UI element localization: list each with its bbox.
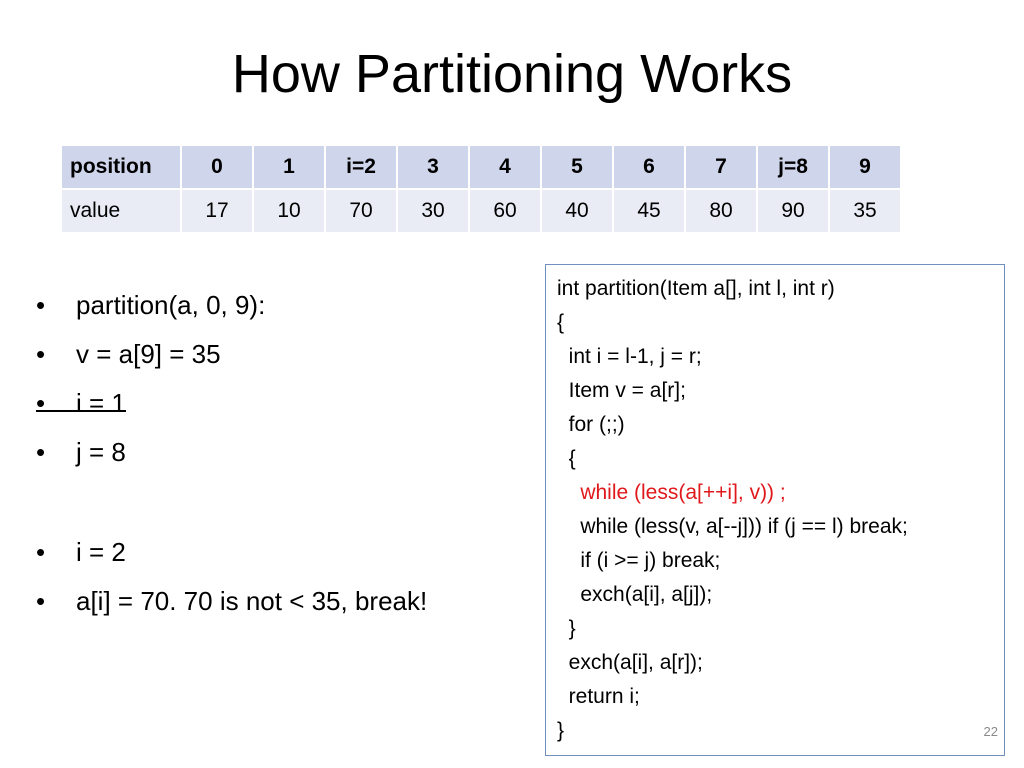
bullet-text: i = 2 — [76, 537, 126, 567]
position-cell: 3 — [397, 145, 469, 189]
code-line: exch(a[i], a[j]); — [557, 583, 713, 606]
bullet-text: v = a[9] = 35 — [76, 339, 221, 369]
bullet-item — [36, 333, 427, 382]
bullet-icon: • — [36, 339, 46, 369]
position-cell: i=2 — [325, 145, 397, 189]
value-cell: 70 — [325, 189, 397, 233]
code-line: } — [557, 719, 565, 742]
code-line: int i = l-1, j = r; — [557, 345, 702, 368]
bullet-text: partition(a, 0, 9): — [76, 290, 266, 320]
code-line: for (;;) — [557, 413, 625, 436]
bullet-item-struck — [36, 382, 427, 431]
code-line: } — [557, 617, 576, 640]
position-cell: 9 — [829, 145, 901, 189]
code-line: { — [557, 311, 565, 334]
value-cell: 17 — [181, 189, 253, 233]
code-box — [545, 264, 1005, 756]
position-cell: 1 — [253, 145, 325, 189]
position-cell: 7 — [685, 145, 757, 189]
code-line: exch(a[i], a[r]); — [557, 651, 703, 674]
value-cell: 60 — [469, 189, 541, 233]
value-row — [61, 189, 901, 233]
code-listing — [557, 273, 908, 749]
value-cell: 90 — [757, 189, 829, 233]
bullet-icon: • — [36, 290, 46, 320]
bullet-text: a[i] = 70. 70 is not < 35, break! — [76, 586, 428, 616]
bullet-icon: • — [36, 437, 46, 467]
bullet-item — [36, 531, 427, 580]
position-header: position — [61, 145, 181, 189]
bullet-item — [36, 284, 427, 333]
value-header: value — [61, 189, 181, 233]
position-cell: 6 — [613, 145, 685, 189]
bullet-icon: • — [36, 388, 46, 418]
position-row — [61, 145, 901, 189]
code-line: while (less(v, a[--j])) if (j == l) break; — [557, 515, 908, 538]
value-cell: 45 — [613, 189, 685, 233]
bullet-text: j = 8 — [76, 437, 126, 467]
page-number: 22 — [983, 724, 998, 739]
value-cell: 35 — [829, 189, 901, 233]
bullet-list — [36, 284, 427, 629]
code-line: Item v = a[r]; — [557, 379, 686, 402]
code-line-highlighted: while (less(a[++i], v)) ; — [557, 481, 786, 504]
bullet-spacer — [36, 481, 427, 531]
value-cell: 10 — [253, 189, 325, 233]
bullet-item — [36, 580, 427, 629]
bullet-item — [36, 431, 427, 481]
code-line: if (i >= j) break; — [557, 549, 721, 572]
value-cell: 40 — [541, 189, 613, 233]
bullet-icon: • — [36, 586, 46, 616]
value-cell: 80 — [685, 189, 757, 233]
value-cell: 30 — [397, 189, 469, 233]
position-cell: 5 — [541, 145, 613, 189]
position-cell: j=8 — [757, 145, 829, 189]
position-cell: 4 — [469, 145, 541, 189]
code-line: { — [557, 447, 576, 470]
slide-title: How Partitioning Works — [231, 44, 793, 104]
bullet-text-strikethrough: i = 1 — [76, 388, 126, 418]
bullet-icon: • — [36, 537, 46, 567]
partition-table — [60, 144, 902, 234]
position-cell: 0 — [181, 145, 253, 189]
code-line: int partition(Item a[], int l, int r) — [557, 277, 835, 300]
code-line: return i; — [557, 685, 640, 708]
